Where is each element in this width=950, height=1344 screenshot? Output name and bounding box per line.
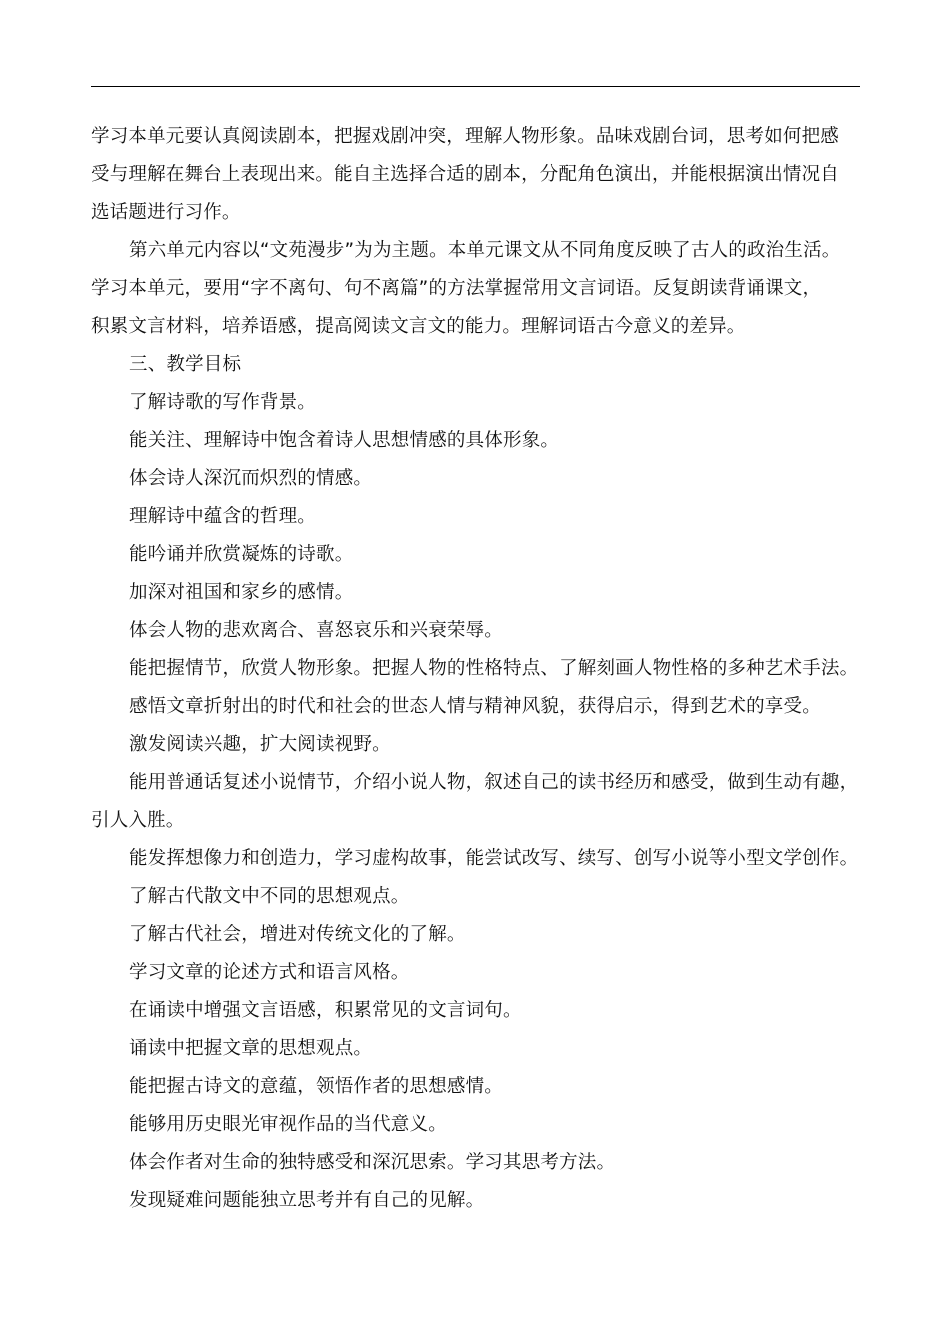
objective-item: 了解古代社会，增进对传统文化的了解。 [129, 924, 466, 945]
objective-item-long [91, 764, 866, 840]
paragraph-unit-drama [91, 118, 866, 232]
objective-item: 能把握情节，欣赏人物形象。把握人物的性格特点、了解刻画人物性格的多种艺术手法。 [129, 658, 859, 679]
objectives-list [91, 384, 866, 764]
objective-item: 能够用历史眼光审视作品的当代意义。 [129, 1114, 447, 1135]
objective-item: 能吟诵并欣赏凝炼的诗歌。 [129, 544, 354, 565]
paragraph-line: 受与理解在舞台上表现出来。能自主选择合适的剧本，分配角色演出，并能根据演出情况自 [91, 164, 840, 185]
paragraph-line: 学习本单元，要用“字不离句、句不离篇”的方法掌握常用文言词语。反复朗读背诵课文， [91, 278, 822, 299]
header-rule [91, 86, 860, 87]
objective-line: 能用普通话复述小说情节，介绍小说人物，叙述自己的读书经历和感受，做到生动有趣， [129, 772, 859, 793]
document-body [91, 118, 866, 1220]
objective-item: 激发阅读兴趣，扩大阅读视野。 [129, 734, 391, 755]
objective-item: 在诵读中增强文言语感，积累常见的文言词句。 [129, 1000, 522, 1021]
objective-item: 理解诗中蕴含的哲理。 [129, 506, 317, 527]
paragraph-unit-six [91, 232, 866, 346]
objective-item: 了解诗歌的写作背景。 [129, 392, 317, 413]
section-heading-teaching-goals [91, 346, 866, 384]
paragraph-line: 积累文言材料，培养语感，提高阅读文言文的能力。理解词语古今意义的差异。 [91, 316, 746, 337]
objective-item: 体会诗人深沉而炽烈的情感。 [129, 468, 373, 489]
paragraph-line: 学习本单元要认真阅读剧本，把握戏剧冲突，理解人物形象。品味戏剧台词，思考如何把感 [91, 126, 840, 147]
objective-item: 体会人物的悲欢离合、喜怒哀乐和兴衰荣辱。 [129, 620, 504, 641]
objective-item: 了解古代散文中不同的思想观点。 [129, 886, 410, 907]
objective-item: 体会作者对生命的独特感受和深沉思索。学习其思考方法。 [129, 1152, 616, 1173]
objective-item: 加深对祖国和家乡的感情。 [129, 582, 354, 603]
paragraph-line: 选话题进行习作。 [91, 202, 241, 223]
objective-item: 发现疑难问题能独立思考并有自己的见解。 [129, 1190, 485, 1211]
objective-item: 诵读中把握文章的思想观点。 [129, 1038, 373, 1059]
objectives-list-continued [91, 840, 866, 1220]
paragraph-line: 第六单元内容以“文苑漫步”为为主题。本单元课文从不同角度反映了古人的政治生活。 [129, 240, 841, 261]
objective-item: 感悟文章折射出的时代和社会的世态人情与精神风貌，获得启示，得到艺术的享受。 [129, 696, 821, 717]
objective-item: 能关注、理解诗中饱含着诗人思想情感的具体形象。 [129, 430, 560, 451]
objective-line: 引人入胜。 [91, 810, 185, 831]
section-heading: 三、教学目标 [129, 354, 242, 375]
objective-item: 能把握古诗文的意蕴，领悟作者的思想感情。 [129, 1076, 504, 1097]
objective-item: 学习文章的论述方式和语言风格。 [129, 962, 410, 983]
objective-item: 能发挥想像力和创造力，学习虚构故事，能尝试改写、续写、创写小说等小型文学创作。 [129, 848, 859, 869]
